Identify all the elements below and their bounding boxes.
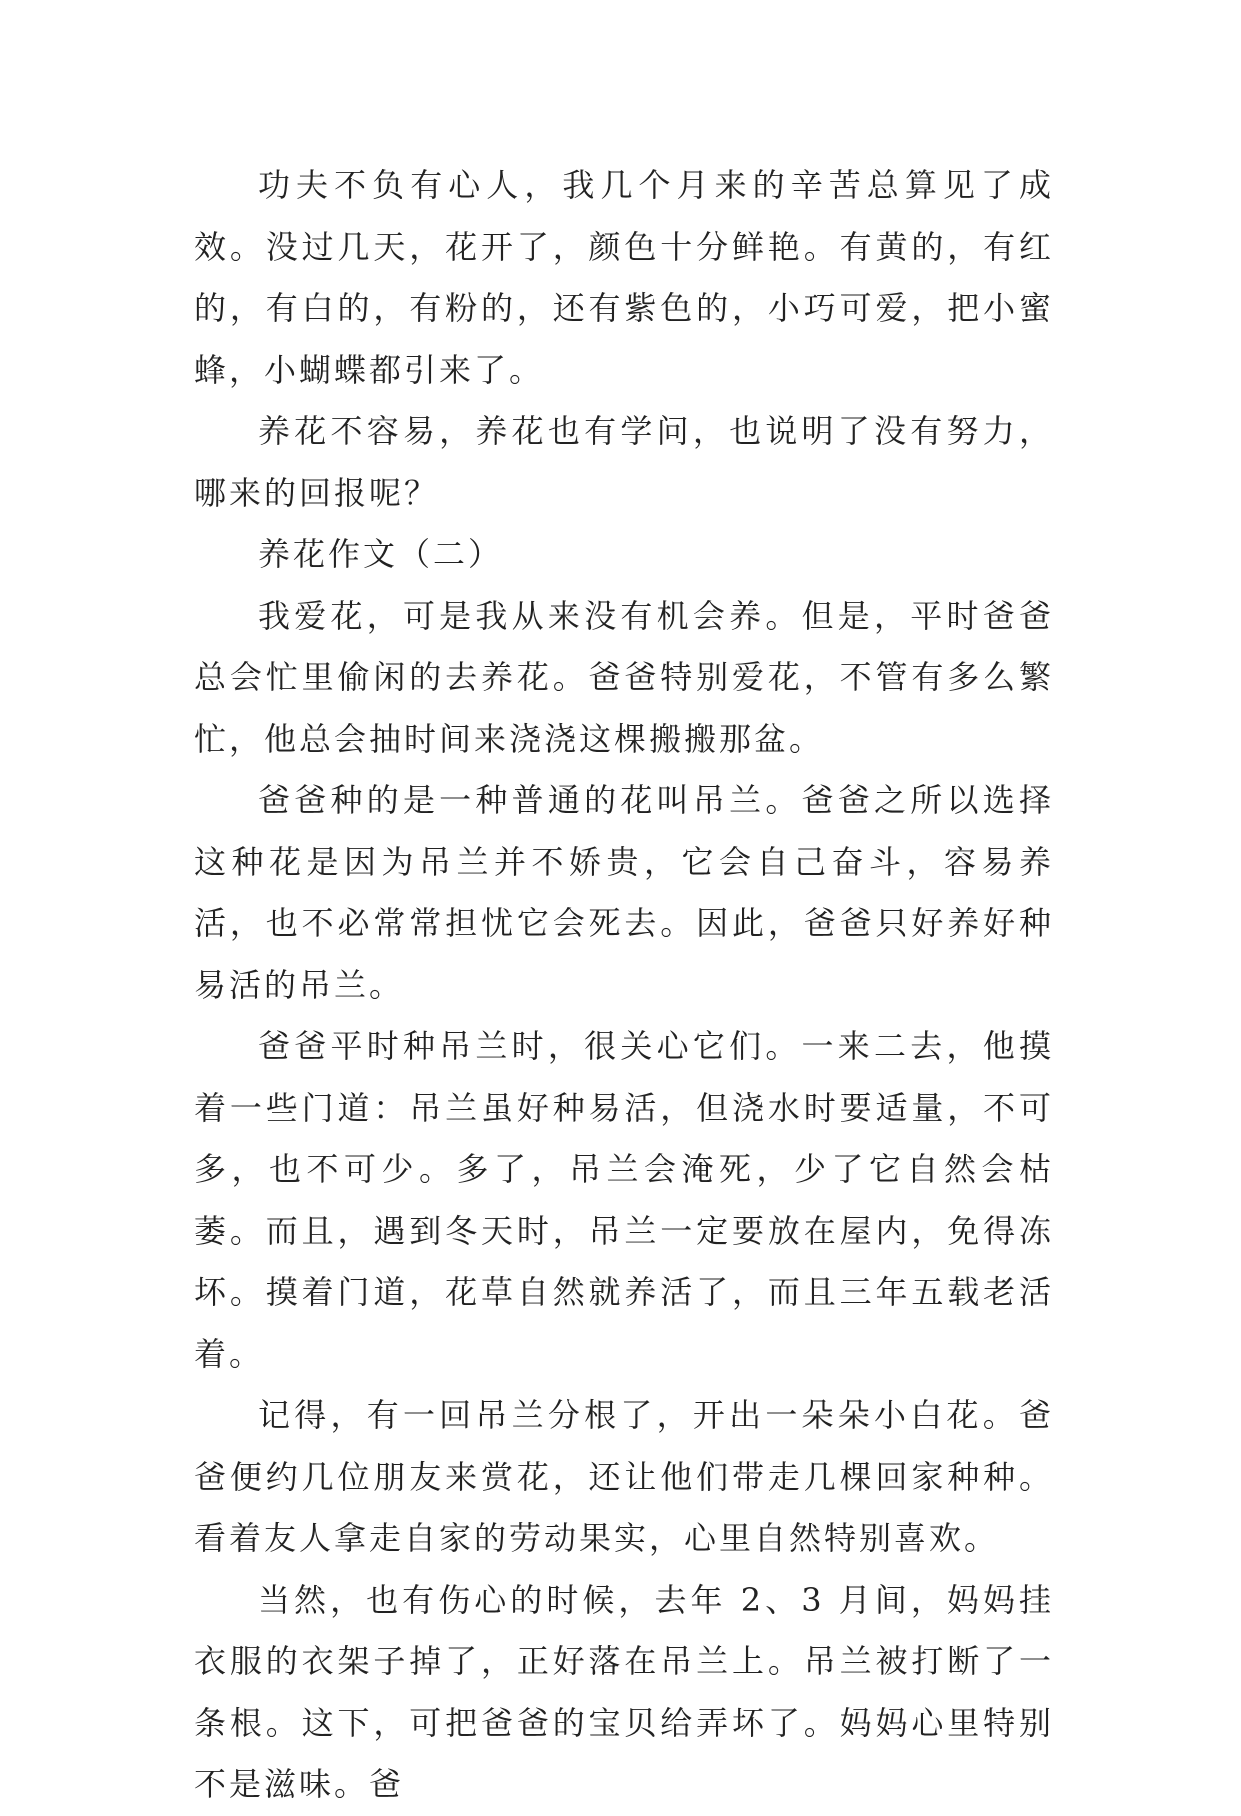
paragraph-friends: 记得，有一回吊兰分根了，开出一朵朵小白花。爸爸便约几位朋友来赏花，还让他们带走几棵回家种种。看着友人拿走自家的劳动果实，心里自然特别喜欢。 [194, 1396, 1054, 1557]
paragraph-chlorophytum: 爸爸种的是一种普通的花叫吊兰。爸爸之所以选择这种花是因为吊兰并不娇贵，它会自己奋斗，容易养活，也不必常常担忧它会死去。因此，爸爸只好养好种易活的吊兰。 [194, 781, 1054, 1004]
paragraph-lesson: 养花不容易，养花也有学问，也说明了没有努力，哪来的回报呢？ [194, 412, 1054, 512]
paragraph-result: 功夫不负有心人，我几个月来的辛苦总算见了成效。没过几天，花开了，颜色十分鲜艳。有黄的，有红的，有白的，有粉的，还有紫色的，小巧可爱，把小蜜蜂，小蝴蝶都引来了。 [194, 166, 1054, 389]
document-body [194, 155, 1054, 1816]
essay-heading: 养花作文（二） [258, 535, 504, 573]
paragraph-intro: 我爱花，可是我从来没有机会养。但是，平时爸爸总会忙里偷闲的去养花。爸爸特别爱花，不管有多么繁忙，他总会抽时间来浇浇这棵搬搬那盆。 [194, 596, 1054, 758]
paragraph-accident: 当然，也有伤心的时候，去年 2、3 月间，妈妈挂衣服的衣架子掉了，正好落在吊兰上。吊兰被打断了一条根。这下，可把爸爸的宝贝给弄坏了。妈妈心里特别不是滋味。爸 [194, 1580, 1054, 1803]
paragraph-care: 爸爸平时种吊兰时，很关心它们。一来二去，他摸着一些门道：吊兰虽好种易活，但浇水时要适量，不可多，也不可少。多了，吊兰会淹死，少了它自然会枯萎。而且，遇到冬天时，吊兰一定要放在屋内，免得冻坏。摸着门道，花草自然就养活了，而且三年五载老活着。 [194, 1027, 1054, 1373]
